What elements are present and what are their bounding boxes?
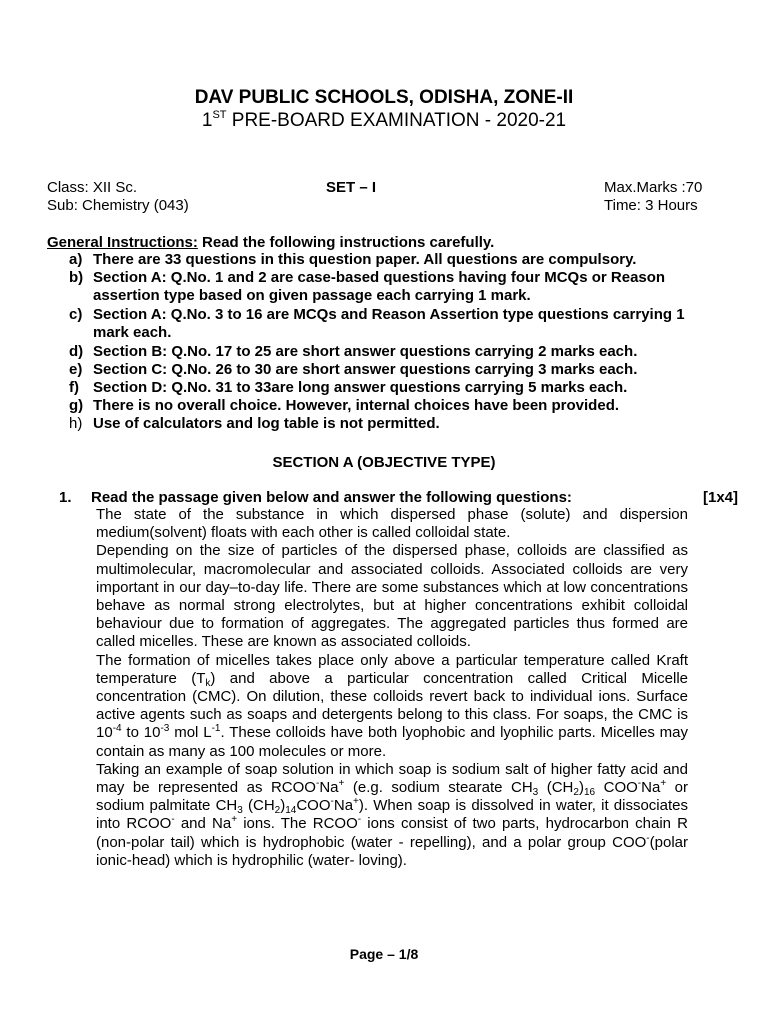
max-marks: Max.Marks :70 <box>604 179 703 196</box>
instruction-text: Section D: Q.No. 31 to 33are long answer questions carrying 5 marks each. <box>93 379 628 396</box>
instruction-label: c) <box>69 306 83 323</box>
instruction-label: g) <box>69 397 84 414</box>
time-label: Time: 3 Hours <box>604 197 698 214</box>
subject-label: Sub: Chemistry (043) <box>47 197 189 214</box>
instruction-item <box>69 306 719 342</box>
passage <box>96 506 688 870</box>
instruction-label: e) <box>69 361 83 378</box>
instruction-label: b) <box>69 269 84 286</box>
passage-paragraph-1: The state of the substance in which dispersed phase (solute) and dispersion medium(solvent) floats with each other is called colloidal state. <box>96 506 688 542</box>
question-number: 1. <box>59 489 72 506</box>
instruction-text: Section C: Q.No. 26 to 30 are short answer questions carrying 3 marks each. <box>93 361 638 378</box>
class-label: Class: XII Sc. <box>47 179 138 196</box>
passage-paragraph-3: The formation of micelles takes place only above a particular temperature called Kraft temperature $(T_k)$ and above a particular concentration called Critical Micelle concentration (CMC). On dilution, these colloids revert back to individual ions. Surface active agents such as soaps and detergents belong to this class. For soaps, the CMC is $10^{-4}$ to $10^{-3}$ mol $L^{-1}$. These colloids have both lyophobic and lyophilic parts. Micelles may contain as many as 100 molecules or more. <box>96 651 689 760</box>
question-heading: Read the passage given below and answer the following questions: <box>91 489 572 506</box>
school-name: DAV PUBLIC SCHOOLS, ODISHA, ZONE-II <box>194 87 574 108</box>
instruction-label: d) <box>69 343 84 360</box>
instruction-text: Section A: Q.No. 3 to 16 are MCQs and Reason Assertion type questions carrying 1 mark each. <box>93 306 685 341</box>
set-label: SET – I <box>326 179 377 196</box>
passage-paragraph-2: Depending on the size of particles of the dispersed phase, colloids are classified as multimolecular, macromolecular and associated colloids. Associated colloids are very important in our day–to-day life. There are some substances which at low concentrations behave as normal strong electrolytes, but at higher concentrations exhibit colloidal behaviour due to formation of aggregates. The aggregated particles thus formed are called micelles. These are known as associated colloids. <box>96 542 688 651</box>
instruction-text: Use of calculators and log table is not permitted. <box>93 415 440 432</box>
instruction-text: Section B: Q.No. 17 to 25 are short answer questions carrying 2 marks each. <box>93 343 638 360</box>
instruction-label: f) <box>69 379 79 396</box>
instruction-text: There is no overall choice. However, internal choices have been provided. <box>93 397 620 414</box>
instruction-label: h) <box>69 415 83 432</box>
general-instructions-heading <box>47 233 494 252</box>
exam-title <box>0 108 768 134</box>
instruction-text: There are 33 questions in this question paper. All questions are compulsory. <box>93 251 637 268</box>
question-marks: [1x4] <box>703 489 739 506</box>
instruction-item <box>69 397 719 415</box>
instruction-text: Section A: Q.No. 1 and 2 are case-based questions having four MCQs or Reason assertion type based on given passage each carrying 1 mark. <box>93 269 666 304</box>
instruction-item <box>69 379 719 397</box>
instruction-item <box>69 269 719 305</box>
general-instructions-subtitle: Read the following instructions carefully. <box>197 234 495 251</box>
instruction-item <box>69 251 719 269</box>
instruction-item <box>69 343 719 361</box>
instruction-label: a) <box>69 251 83 268</box>
exam-ordinal-suffix: ST <box>212 109 227 121</box>
section-a-heading: SECTION A (OBJECTIVE TYPE) <box>272 454 496 471</box>
exam-title-text: PRE-BOARD EXAMINATION - 2020-21 <box>226 110 567 131</box>
general-instructions-title: General Instructions: <box>47 234 198 251</box>
page-footer: Page – 1/8 <box>349 946 419 962</box>
instruction-item <box>69 415 719 433</box>
passage-paragraph-4: Taking an example of soap solution in which soap is sodium salt of higher fatty acid and may be represented as RCOO-Na+ (e.g. sodium stearate $CH_3$ $(CH_2)_{16}$ COO-Na+ or sodium palmitate $CH_3$ $(CH_2)_{14}COO^-Na^+$). When soap is dissolved in water, it dissociates into RCOO- and Na+ ions. The RCOO- ions consist of two parts, hydrocarbon chain R (non-polar tail) which is hydrophobic (water - repelling), and a polar group COO-(polar ionic-head) which is hydrophilic (water- loving). <box>96 760 689 869</box>
exam-ordinal: 1 <box>201 110 213 131</box>
instruction-item <box>69 361 719 379</box>
